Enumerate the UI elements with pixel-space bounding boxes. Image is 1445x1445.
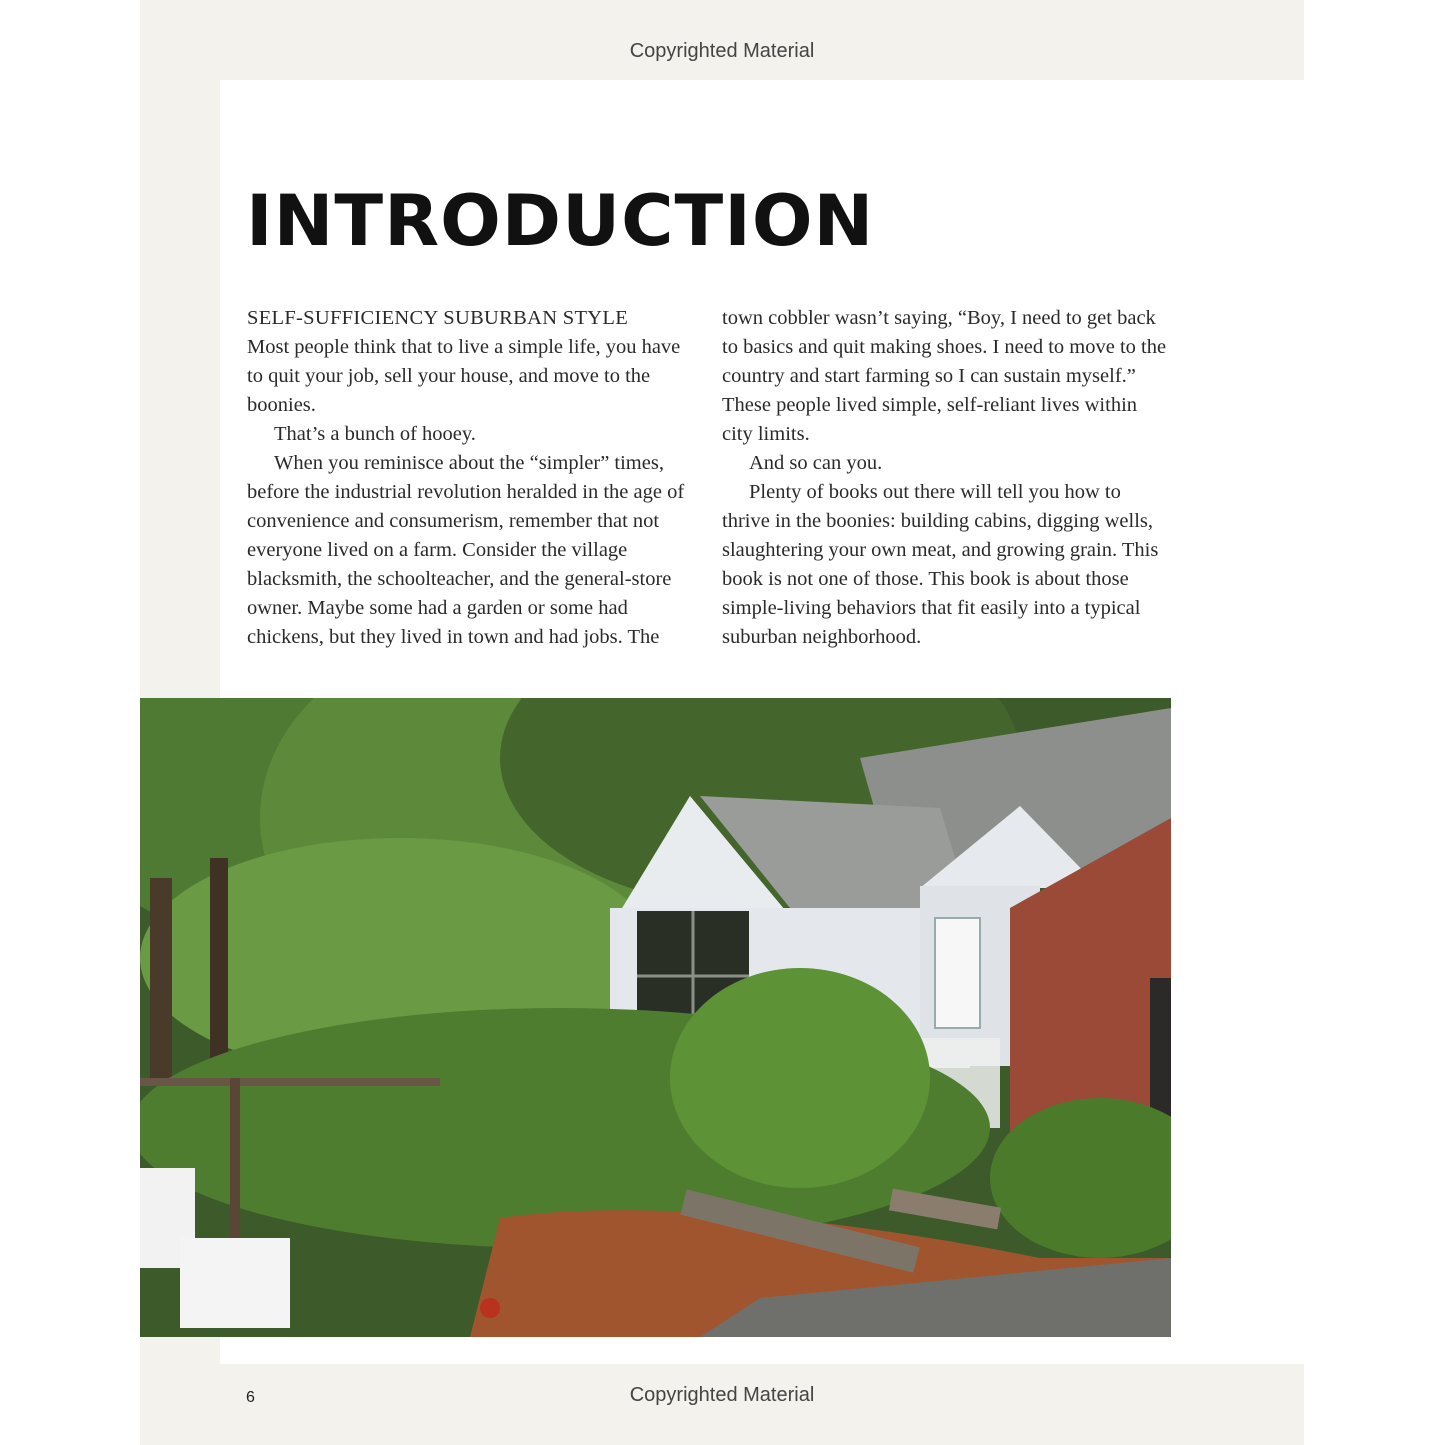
garden-plants <box>670 968 930 1188</box>
paragraph: That’s a bunch of hooey. <box>274 423 476 445</box>
tree-trunk <box>150 878 172 1078</box>
page-number: 6 <box>246 1389 255 1406</box>
house-window <box>935 918 980 1028</box>
watermark-bottom: Copyrighted Material <box>629 1384 815 1406</box>
flower-pot <box>480 1298 500 1318</box>
left-column <box>247 304 697 652</box>
paragraph: Plenty of books out there will tell you how to thrive in the boonies: building cabins, digging wells, slaughtering your own meat, and growing grain. This book is not one of those. This book is about those simple-living behaviors that fit easily into a typical suburban neighborhood. <box>722 481 1159 648</box>
paragraph: town cobbler wasn’t saying, “Boy, I need to get back to basics and quit making shoes. I need to move to the country and start farming so I can sustain myself.” These people lived simple, self-reliant lives within city limits. <box>722 307 1167 445</box>
photo-illustration <box>140 698 1171 1337</box>
watermark-top: Copyrighted Material <box>629 40 815 62</box>
garden-house-photo <box>140 698 1171 1337</box>
tree-trunk <box>210 858 228 1078</box>
garden-fence <box>140 1078 440 1086</box>
right-column <box>722 304 1172 652</box>
section-subhead: SELF-SUFFICIENCY SUBURBAN STYLE <box>247 307 629 329</box>
paragraph: And so can you. <box>749 452 883 474</box>
paragraph: Most people think that to live a simple life, you have to quit your job, sell your house, and move to the boonies. <box>247 336 681 416</box>
page-title: INTRODUCTION <box>246 180 875 262</box>
paragraph: When you reminisce about the “simpler” times, before the industrial revolution heralded in the age of convenience and consumerism, remember that not everyone lived on a farm. Consider the village blacksmith, the schoolteacher, and the general-store owner. Maybe some had a garden or some had chickens, but they lived in town and had jobs. The <box>247 452 685 648</box>
adirondack-chair <box>180 1238 290 1328</box>
